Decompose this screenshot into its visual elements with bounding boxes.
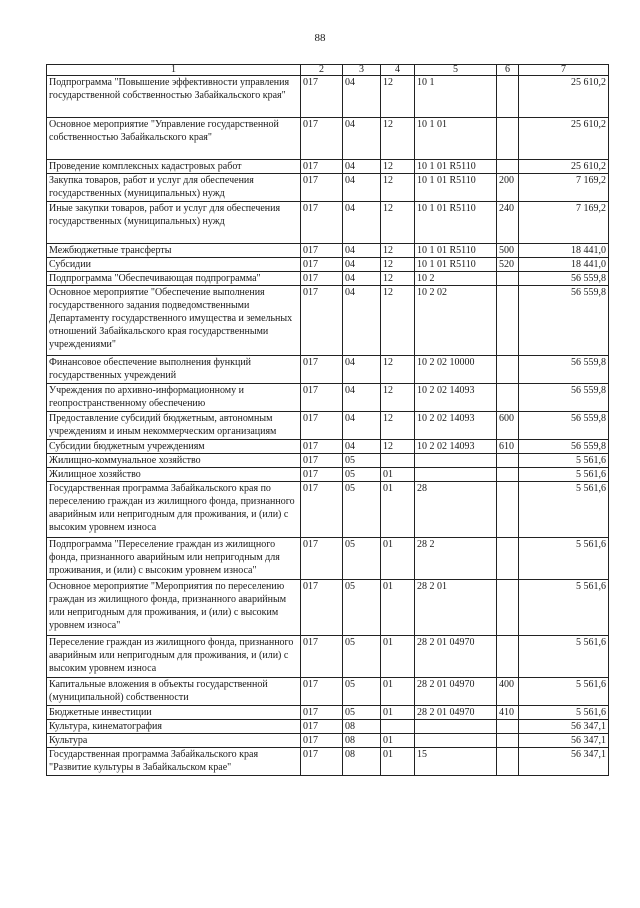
target-article — [415, 734, 497, 748]
expense-type — [497, 538, 519, 580]
section-code: 04 — [343, 412, 381, 440]
ministry-code: 017 — [301, 706, 343, 720]
section-code: 04 — [343, 160, 381, 174]
table-row — [47, 412, 609, 440]
expense-type: 600 — [497, 412, 519, 440]
section-code: 05 — [343, 580, 381, 636]
row-name: Межбюджетные трансферты — [47, 244, 301, 258]
section-code: 05 — [343, 538, 381, 580]
row-name: Культура, кинематография — [47, 720, 301, 734]
header-cell: 4 — [381, 65, 415, 76]
target-article: 28 2 — [415, 538, 497, 580]
section-code: 04 — [343, 440, 381, 454]
expense-type: 200 — [497, 174, 519, 202]
ministry-code: 017 — [301, 356, 343, 384]
target-article: 10 2 02 14093 — [415, 440, 497, 454]
expense-type — [497, 356, 519, 384]
amount: 7 169,2 — [519, 174, 609, 202]
ministry-code: 017 — [301, 636, 343, 678]
expense-type — [497, 272, 519, 286]
amount: 56 559,8 — [519, 412, 609, 440]
row-name: Основное мероприятие "Мероприятия по переселению граждан из жилищного фонда, признанного аварийным или непригодным для проживания, и (или) с высоким уровнем износа" — [47, 580, 301, 636]
target-article: 10 1 — [415, 76, 497, 118]
expense-type — [497, 636, 519, 678]
subsection-code — [381, 720, 415, 734]
expense-type — [497, 384, 519, 412]
expense-type: 240 — [497, 202, 519, 244]
subsection-code: 12 — [381, 174, 415, 202]
section-code: 04 — [343, 174, 381, 202]
table-row — [47, 454, 609, 468]
target-article: 28 2 01 04970 — [415, 636, 497, 678]
ministry-code: 017 — [301, 734, 343, 748]
row-name: Субсидии — [47, 258, 301, 272]
table-row — [47, 636, 609, 678]
target-article: 10 1 01 — [415, 118, 497, 160]
table-row — [47, 580, 609, 636]
section-code: 05 — [343, 454, 381, 468]
row-name: Культура — [47, 734, 301, 748]
target-article: 10 2 02 14093 — [415, 384, 497, 412]
ministry-code: 017 — [301, 202, 343, 244]
ministry-code: 017 — [301, 258, 343, 272]
ministry-code: 017 — [301, 454, 343, 468]
row-name: Субсидии бюджетным учреждениям — [47, 440, 301, 454]
ministry-code: 017 — [301, 286, 343, 356]
amount: 56 347,1 — [519, 748, 609, 776]
amount: 56 559,8 — [519, 272, 609, 286]
target-article — [415, 720, 497, 734]
subsection-code: 01 — [381, 678, 415, 706]
amount: 18 441,0 — [519, 258, 609, 272]
amount: 5 561,6 — [519, 706, 609, 720]
expense-type — [497, 468, 519, 482]
amount: 5 561,6 — [519, 468, 609, 482]
table-row — [47, 160, 609, 174]
subsection-code: 01 — [381, 580, 415, 636]
table-row — [47, 258, 609, 272]
row-name: Основное мероприятие "Обеспечение выполнения государственного задания подведомственными Департаменту государственного имущества и земельных отношений Забайкальского края государственными учреждениями" — [47, 286, 301, 356]
table-row — [47, 174, 609, 202]
section-code: 04 — [343, 244, 381, 258]
subsection-code: 01 — [381, 748, 415, 776]
table-row — [47, 384, 609, 412]
row-name: Государственная программа Забайкальского края "Развитие культуры в Забайкальском крае" — [47, 748, 301, 776]
section-code: 08 — [343, 720, 381, 734]
ministry-code: 017 — [301, 412, 343, 440]
subsection-code: 12 — [381, 384, 415, 412]
target-article: 10 1 01 R5110 — [415, 202, 497, 244]
budget-table — [46, 64, 609, 776]
header-cell: 5 — [415, 65, 497, 76]
target-article: 10 1 01 R5110 — [415, 258, 497, 272]
target-article: 10 2 02 14093 — [415, 412, 497, 440]
amount: 56 559,8 — [519, 440, 609, 454]
row-name: Бюджетные инвестиции — [47, 706, 301, 720]
subsection-code: 01 — [381, 636, 415, 678]
ministry-code: 017 — [301, 244, 343, 258]
amount: 25 610,2 — [519, 160, 609, 174]
target-article: 10 1 01 R5110 — [415, 174, 497, 202]
target-article: 10 2 02 — [415, 286, 497, 356]
row-name: Учреждения по архивно-информационному и геопространственному обеспечению — [47, 384, 301, 412]
amount: 5 561,6 — [519, 636, 609, 678]
section-code: 08 — [343, 748, 381, 776]
section-code: 05 — [343, 468, 381, 482]
table-row — [47, 734, 609, 748]
target-article: 10 2 02 10000 — [415, 356, 497, 384]
row-name: Жилищно-коммунальное хозяйство — [47, 454, 301, 468]
table-row — [47, 440, 609, 454]
expense-type — [497, 160, 519, 174]
expense-type: 500 — [497, 244, 519, 258]
section-code: 04 — [343, 258, 381, 272]
table-row — [47, 482, 609, 538]
header-row — [47, 65, 609, 76]
amount: 25 610,2 — [519, 118, 609, 160]
expense-type — [497, 580, 519, 636]
expense-type: 410 — [497, 706, 519, 720]
table-row — [47, 720, 609, 734]
ministry-code: 017 — [301, 720, 343, 734]
table-row — [47, 76, 609, 118]
subsection-code: 12 — [381, 244, 415, 258]
section-code: 04 — [343, 76, 381, 118]
expense-type — [497, 118, 519, 160]
table-row — [47, 286, 609, 356]
section-code: 05 — [343, 678, 381, 706]
row-name: Финансовое обеспечение выполнения функций государственных учреждений — [47, 356, 301, 384]
table-row — [47, 118, 609, 160]
section-code: 04 — [343, 286, 381, 356]
row-name: Капитальные вложения в объекты государственной (муниципальной) собственности — [47, 678, 301, 706]
target-article: 28 2 01 — [415, 580, 497, 636]
row-name: Основное мероприятие "Управление государственной собственностью Забайкальского края" — [47, 118, 301, 160]
row-name: Закупка товаров, работ и услуг для обеспечения государственных (муниципальных) нужд — [47, 174, 301, 202]
table-row — [47, 538, 609, 580]
ministry-code: 017 — [301, 468, 343, 482]
row-name: Переселение граждан из жилищного фонда, признанного аварийным или непригодным для проживания, и (или) с высоким уровнем износа — [47, 636, 301, 678]
section-code: 04 — [343, 202, 381, 244]
target-article: 28 2 01 04970 — [415, 678, 497, 706]
target-article: 10 1 01 R5110 — [415, 244, 497, 258]
ministry-code: 017 — [301, 678, 343, 706]
section-code: 04 — [343, 384, 381, 412]
row-name: Государственная программа Забайкальского края по переселению граждан из жилищного фонда, признанного аварийным или непригодным для проживания, и (или) с высоким уровнем износа — [47, 482, 301, 538]
amount: 56 559,8 — [519, 286, 609, 356]
row-name: Предоставление субсидий бюджетным, автономным учреждениям и иным некоммерческим организациям — [47, 412, 301, 440]
expense-type — [497, 454, 519, 468]
expense-type — [497, 734, 519, 748]
table-row — [47, 356, 609, 384]
row-name: Проведение комплексных кадастровых работ — [47, 160, 301, 174]
subsection-code: 12 — [381, 440, 415, 454]
header-cell: 6 — [497, 65, 519, 76]
amount: 56 347,1 — [519, 720, 609, 734]
ministry-code: 017 — [301, 76, 343, 118]
amount: 5 561,6 — [519, 482, 609, 538]
section-code: 05 — [343, 706, 381, 720]
amount: 56 559,8 — [519, 356, 609, 384]
amount: 56 347,1 — [519, 734, 609, 748]
section-code: 04 — [343, 356, 381, 384]
expense-type: 400 — [497, 678, 519, 706]
ministry-code: 017 — [301, 272, 343, 286]
amount: 25 610,2 — [519, 76, 609, 118]
section-code: 04 — [343, 118, 381, 160]
row-name: Иные закупки товаров, работ и услуг для обеспечения государственных (муниципальных) нужд — [47, 202, 301, 244]
subsection-code: 01 — [381, 468, 415, 482]
section-code: 05 — [343, 636, 381, 678]
header-cell: 3 — [343, 65, 381, 76]
section-code: 04 — [343, 272, 381, 286]
amount: 56 559,8 — [519, 384, 609, 412]
target-article: 28 — [415, 482, 497, 538]
ministry-code: 017 — [301, 482, 343, 538]
subsection-code: 12 — [381, 202, 415, 244]
expense-type — [497, 720, 519, 734]
ministry-code: 017 — [301, 160, 343, 174]
ministry-code: 017 — [301, 384, 343, 412]
subsection-code: 01 — [381, 482, 415, 538]
expense-type: 610 — [497, 440, 519, 454]
subsection-code: 12 — [381, 412, 415, 440]
row-name: Подпрограмма "Повышение эффективности управления государственной собственностью Забайкальского края" — [47, 76, 301, 118]
row-name: Подпрограмма "Обеспечивающая подпрограмма" — [47, 272, 301, 286]
subsection-code: 12 — [381, 118, 415, 160]
target-article — [415, 468, 497, 482]
expense-type: 520 — [497, 258, 519, 272]
header-cell: 1 — [47, 65, 301, 76]
subsection-code: 12 — [381, 356, 415, 384]
subsection-code: 12 — [381, 160, 415, 174]
ministry-code: 017 — [301, 440, 343, 454]
row-name: Жилищное хозяйство — [47, 468, 301, 482]
subsection-code: 12 — [381, 286, 415, 356]
ministry-code: 017 — [301, 748, 343, 776]
amount: 5 561,6 — [519, 678, 609, 706]
amount: 7 169,2 — [519, 202, 609, 244]
amount: 5 561,6 — [519, 580, 609, 636]
subsection-code: 01 — [381, 538, 415, 580]
subsection-code: 01 — [381, 734, 415, 748]
ministry-code: 017 — [301, 580, 343, 636]
target-article: 10 2 — [415, 272, 497, 286]
amount: 5 561,6 — [519, 454, 609, 468]
target-article — [415, 454, 497, 468]
target-article: 10 1 01 R5110 — [415, 160, 497, 174]
subsection-code — [381, 454, 415, 468]
table-row — [47, 468, 609, 482]
section-code: 05 — [343, 482, 381, 538]
row-name: Подпрограмма "Переселение граждан из жилищного фонда, признанного аварийным или непригодным для проживания, и (или) с высоким уровнем износа" — [47, 538, 301, 580]
table-row — [47, 678, 609, 706]
header-cell: 7 — [519, 65, 609, 76]
section-code: 08 — [343, 734, 381, 748]
table-row — [47, 706, 609, 720]
expense-type — [497, 286, 519, 356]
subsection-code: 12 — [381, 258, 415, 272]
subsection-code: 12 — [381, 76, 415, 118]
table-row — [47, 202, 609, 244]
amount: 18 441,0 — [519, 244, 609, 258]
target-article: 28 2 01 04970 — [415, 706, 497, 720]
expense-type — [497, 76, 519, 118]
subsection-code: 01 — [381, 706, 415, 720]
table-row — [47, 244, 609, 258]
table-row — [47, 748, 609, 776]
amount: 5 561,6 — [519, 538, 609, 580]
ministry-code: 017 — [301, 174, 343, 202]
ministry-code: 017 — [301, 538, 343, 580]
header-cell: 2 — [301, 65, 343, 76]
table-row — [47, 272, 609, 286]
target-article: 15 — [415, 748, 497, 776]
page-number: 88 — [314, 32, 326, 44]
expense-type — [497, 482, 519, 538]
ministry-code: 017 — [301, 118, 343, 160]
subsection-code: 12 — [381, 272, 415, 286]
expense-type — [497, 748, 519, 776]
